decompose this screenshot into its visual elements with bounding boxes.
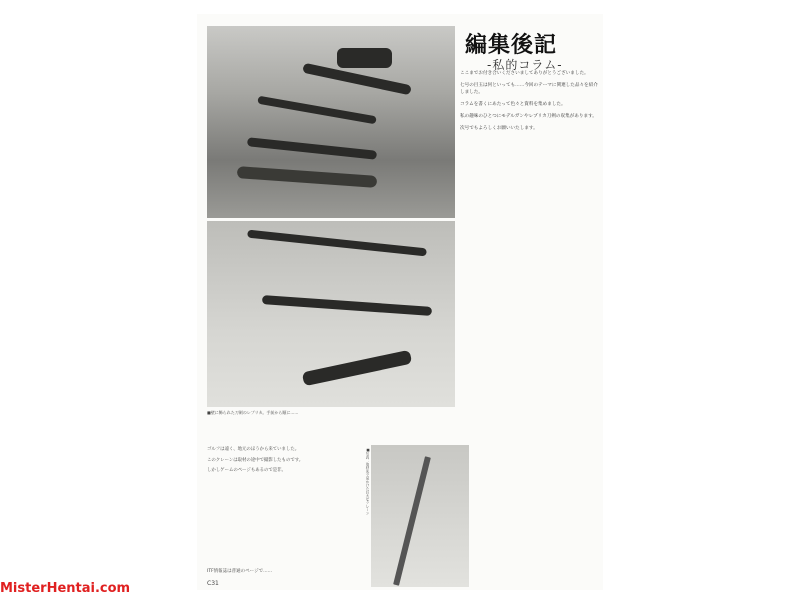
cannon-model [337,48,392,68]
sword-shape [262,295,432,316]
pistol-shape [237,166,377,188]
sword-shape [302,350,413,387]
article-subtitle: -私的コラム- [487,58,563,72]
column-paragraph: コラムを書くにあたって色々と資料を集めました。 [460,102,566,107]
magazine-page [197,14,603,590]
column-paragraph: 次号でもよろしくお願いいたします。 [460,126,538,131]
article-title: 編集後記 [465,32,558,58]
swords-wall-photo [207,221,455,407]
lower-text [207,447,363,479]
lower-paragraph: しかしゲームのページもあるので是非。 [207,468,286,474]
watermark-logo: MisterHentai.com [0,581,131,596]
crane-boom [393,456,431,586]
crane-caption: ■写真：取材先で見かけた巨大なクレーン [366,448,370,515]
page-number: C31 [207,580,219,587]
crane-photo [371,445,469,587]
dagger-shape [247,137,377,160]
footer-note: ITF情報誌は普通のページで…… [207,569,273,574]
dagger-shape [257,96,377,125]
lower-paragraph: ゴルフは遠く、地元のほうから来ていました。 [207,447,300,452]
lower-paragraph: このクレーンは取材の途中で撮影したものです。 [207,457,304,463]
sword-shape [247,230,427,257]
column-paragraph: ここまでお付き合いくださいましてありがとうございました。 [460,71,589,76]
column-paragraph: 七号の目玉は何といっても……今回のテーマに関連した品々を紹介しました。 [460,83,598,95]
column-paragraph: 私の趣味のひとつにモデルガンやレプリカ刀剣の収集があります。 [460,114,597,119]
photo-caption: ■壁に飾られた刀剣のレプリカ。手前から順に…… [207,410,299,415]
weapons-table-photo [207,26,455,218]
column-text [460,70,598,137]
